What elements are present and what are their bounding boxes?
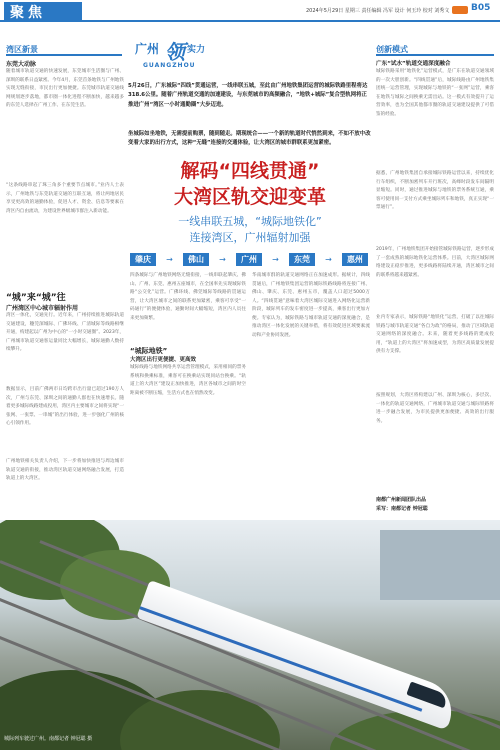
center-col-2: 华南城市群的轨道交通网络正在加速成形。据统计，四线贯通后，广州地铁集团运营的城际铁路线路将连接广州、佛山、肇庆、东莞、惠州五市，覆盖人口超过5000万人。“四线贯通”意味着大湾区城际交通进入网络化运营新阶段，城际列车的发车密度进一步提高，乘客出行更加方便。专家认为，城际铁路与城市轨道交通的深度融合，是推动湾区一体化发展的关键举措，将有效促进区域要素流动和产业协同发展。 [252,273,370,338]
headline-line-2: 大湾区轨交迎变革 [173,186,326,208]
center-col-subtitle-2: 大湾区出行更便捷、更高效 [130,357,197,363]
headline-line-1: 解码“四线贯通” [180,160,320,182]
left-para-3: 湾区一体化，交通先行。近年来，广州持续推进城际轨道交通建设，穗莞深城际、广佛环线、广清城际等线路相继开通，构建起以广州为中心的“一小时交通圈”。2023年，广州城市轨道交通客运量同比大幅增长，城际通勤人数持续攀升。 [6,313,124,352]
date-line: 2024年5月29日 星期三 责任编辑 冯军 设计 何玉玲 校对 刘秀文 [306,8,450,14]
left-subtitle-2: 广州湾区中心城市辐射作用 [6,305,79,312]
left-section-title: 湾区新景 [6,45,38,54]
right-para-1: 城际铁路采用“地铁化”运营模式，是广东在轨道交通领域的一次大胆创新。“四线贯通”后，城际线路由广州地铁集团统一运营管理，实现城际与地铁的“一张网”运营，乘客在地铁与城际之间换乘无需出站。这一模式有效提升了运营效率，也为全国其他都市圈的轨道交通建设提供了可借鉴的经验。 [376,69,494,117]
route-city: 佛山 [183,253,209,266]
route-city: 东莞 [289,253,315,266]
tag-city: 广州 [135,42,160,56]
right-section-bar [376,54,494,56]
tag-label: 领 [165,40,185,64]
center-col-subtitle: “城际地铁” [130,347,168,355]
credit-line-2: 采写：南都记者 钟冠聪 [376,506,428,512]
page-number: B05 [471,3,491,13]
route-city: 广州 [236,253,262,266]
left-heading-2: “城”来“城”往 [6,293,66,303]
lead-paragraph: 5月26日，广东城际“四线”贯通运营，一线串联五城，至此由广州地铁集团运营的城际铁路里程将达318.6公里。随着广州轨道交通的加速建设，与东莞城市的高频融合，“地铁+城际”复合型轨网将正推进广州“湾区一小时通勤圈”大步迈进。 [128,83,368,108]
photo-buildings [380,530,500,600]
deck-line-2: 连接湾区，广州辐射加强 [189,231,311,244]
page-badge [452,6,468,14]
left-para-2: “这条线路串起了珠三角多个重要节点城市。”业内人士表示，广州地铁与东莞轨道交通的互联互通，将让两地居民享受更高效的通勤体验，促进人才、资金、信息等要素在湾区内自由流动，为建设世界级城市群注入新动能。 [6,183,124,214]
deck-line-1: 一线串联五城，“城际地铁化” [178,215,322,228]
route-arrow: → [325,254,332,264]
section-logo: 聚焦 [10,5,46,21]
route-city: 肇庆 [130,253,156,266]
left-para-1: 随着城市轨道交通的快速发展，东莞城市生活圈与广州、深圳的联系日益紧密。今年4月，东莞首条地铁与广州地铁实现无缝衔接，市民出行更加便捷。东莞城市轨道交通线网规划逐步落地，都市圈一体化进程不断加快，越来越多的东莞人选择在广州工作、在东莞生活。 [6,69,124,108]
tag-en: GUANGZHOU [143,62,196,69]
train-photo [0,520,500,750]
route-bar [130,252,368,266]
right-para-2: 据悉，广州地铁集团自承接城际铁路运营以来，持续优化行车组织，不断加密列车开行班次，高峰时段发车间隔明显缩短。同时，通过推进城际与地铁的票务系统互通，乘客可使用同一支付方式乘坐城际列车和地铁，真正实现“一票通行”。 [376,171,494,210]
left-section-bar [6,54,122,56]
right-subtitle: 广东“试水”轨道交通深度融合 [376,61,451,67]
right-para-3: 2019年，广州地铁集团开始接管城际铁路运营，逐步形成了一套成熟的城际地铁化运营体系。目前，大湾区城际网络建设正稳步推进，更多线路将陆续开通，湾区城市之间的联系将越来越紧密。 [376,247,494,278]
right-para-5: 按照规划，大湾区将构建以广州、深圳为核心，多层次、一体化的轨道交通网络，广州城市轨道交通与城际铁路将进一步融合发展，为市民提供更加便捷、高效的出行服务。 [376,393,494,424]
photo-caption: 城际列车驶过广州。南都记者 钟冠聪 摄 [4,736,93,742]
guangzhou-tag [135,36,205,78]
center-col-1: 四条城际与广州地铁网络无缝衔接，一线串联起肇庆、佛山、广州、东莞、惠州五座城市，在全国率先实现城际铁路“公交化”运营。广佛环线、佛莞城际等线路的贯通运营，让大湾区城市之间的联系更加紧密，乘客可享受“一码通行”的便捷体验，通勤时间大幅缩短，湾区内人员往来更加频繁。 [130,273,246,321]
left-subtitle: 东莞大动脉 [6,61,37,68]
route-arrow: → [272,254,279,264]
left-para-5: 广州地铁相关负责人介绍，下一步将加快推进与周边城市轨道交通的衔接，推动湾区轨道交通网络融合发展，打造轨道上的大湾区。 [6,459,124,481]
right-para-4: 业内专家表示，城际铁路“地铁化”运营，打破了以往城际铁路与城市轨道交通“各自为政”的格局，推动了区域轨道交通网络的深度融合。未来，随着更多线路的建成投用，“轨道上的大湾区”将加速成型，为湾区高质量发展提供有力支撑。 [376,315,494,354]
center-col-1b: 城际线路与地铁网络共享运营管理模式，采用相同的票务系统和换乘标准，乘客可在换乘站实现同站台换乘。“轨道上的大湾区”建设正加快推进，湾区各城市之间的时空距离被不断压缩，生活方式也在悄然改变。 [130,365,246,396]
route-arrow: → [166,254,173,264]
tag-sub: 实力 [187,45,206,55]
route-arrow: → [219,254,226,264]
left-para-4: 数据显示，目前广佛两市日均跨市出行量已超过190万人次，广州与东莞、深圳之间的通勤人群也在快速增长。随着更多城际线路建成投用，湾区内主要城市之间将实现“一张网、一张票、一串城”的出行体验，进一步强化广州的核心引领作用。 [6,387,124,426]
right-section-title: 创新模式 [376,45,408,54]
lead-paragraph-2: 坐城际如坐地铁，无需提前购票，随到随走。期现统合——一个新的轨道时代悄然到来，不如不放中改变着大家的出行方式，这种“无缝”连接的交通体验，让大湾区的城市群联系更加紧密。 [128,131,371,147]
route-city: 惠州 [342,253,368,266]
credit-line-1: 南都广州新闻团队出品 [376,497,427,503]
